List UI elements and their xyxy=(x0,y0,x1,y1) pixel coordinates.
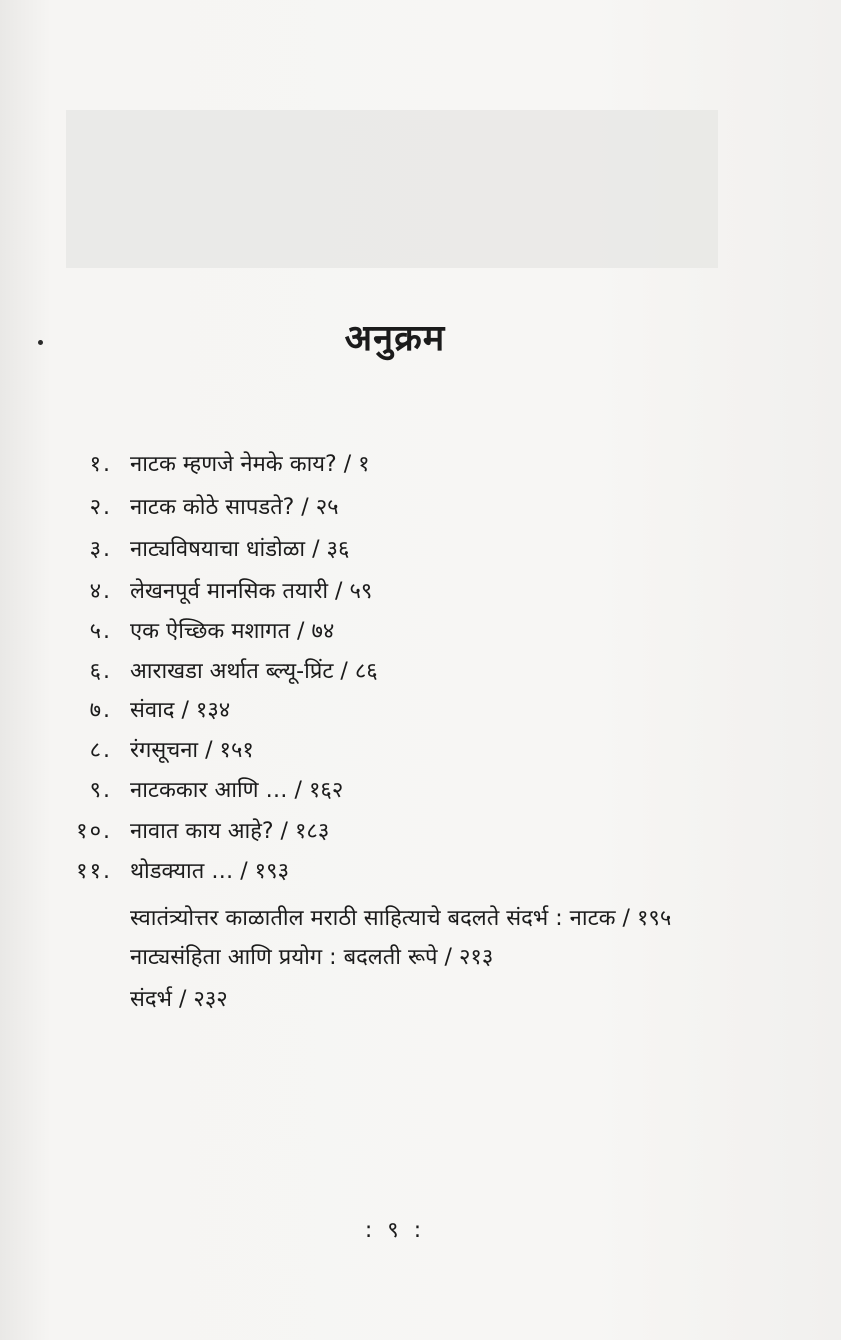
toc-entry-number: ८. xyxy=(89,738,112,763)
toc-entry-title: संवाद / १३४ xyxy=(130,698,231,723)
page-number: : ९ : xyxy=(364,1218,426,1243)
toc-entry-number: ३. xyxy=(89,537,112,562)
toc-entry-number: ४. xyxy=(89,579,112,604)
toc-entry-title: रंगसूचना / १५१ xyxy=(130,738,254,763)
toc-entry-number: ११. xyxy=(76,859,112,884)
toc-entry-number: ६. xyxy=(89,659,112,684)
toc-entry-title: आराखडा अर्थात ब्ल्यू-प्रिंट / ८६ xyxy=(130,659,378,684)
toc-entry-title: नाटक कोठे सापडते? / २५ xyxy=(130,495,339,520)
toc-appendix-entry: संदर्भ / २३२ xyxy=(130,987,228,1012)
toc-entry-title: नावात काय आहे? / १८३ xyxy=(130,819,330,844)
toc-entry-title: नाटककार आणि … / १६२ xyxy=(130,778,344,803)
toc-entry-title: एक ऐच्छिक मशागत / ७४ xyxy=(130,619,335,644)
toc-appendix-entry: स्वातंत्र्योत्तर काळातील मराठी साहित्याचे बदलते संदर्भ : नाटक / १९५ xyxy=(130,906,672,931)
toc-entry-number: १. xyxy=(89,452,112,477)
toc-entry-title: थोडक्यात … / १९३ xyxy=(130,859,290,884)
toc-entry-number: १०. xyxy=(76,819,112,844)
toc-entry-number: ७. xyxy=(89,698,112,723)
toc-entry-title: नाटक म्हणजे नेमके काय? / १ xyxy=(130,452,370,477)
toc-entry-title: लेखनपूर्व मानसिक तयारी / ५९ xyxy=(130,579,373,604)
page-title: अनुक्रम xyxy=(344,318,446,359)
toc-appendix-entry: नाट्यसंहिता आणि प्रयोग : बदलती रूपे / २१३ xyxy=(130,945,494,970)
toc-entry-number: २. xyxy=(89,495,112,520)
toc-entry-number: ९. xyxy=(89,778,112,803)
toc-entry-title: नाट्यविषयाचा धांडोळा / ३६ xyxy=(130,537,350,562)
toc-entry-number: ५. xyxy=(89,619,112,644)
